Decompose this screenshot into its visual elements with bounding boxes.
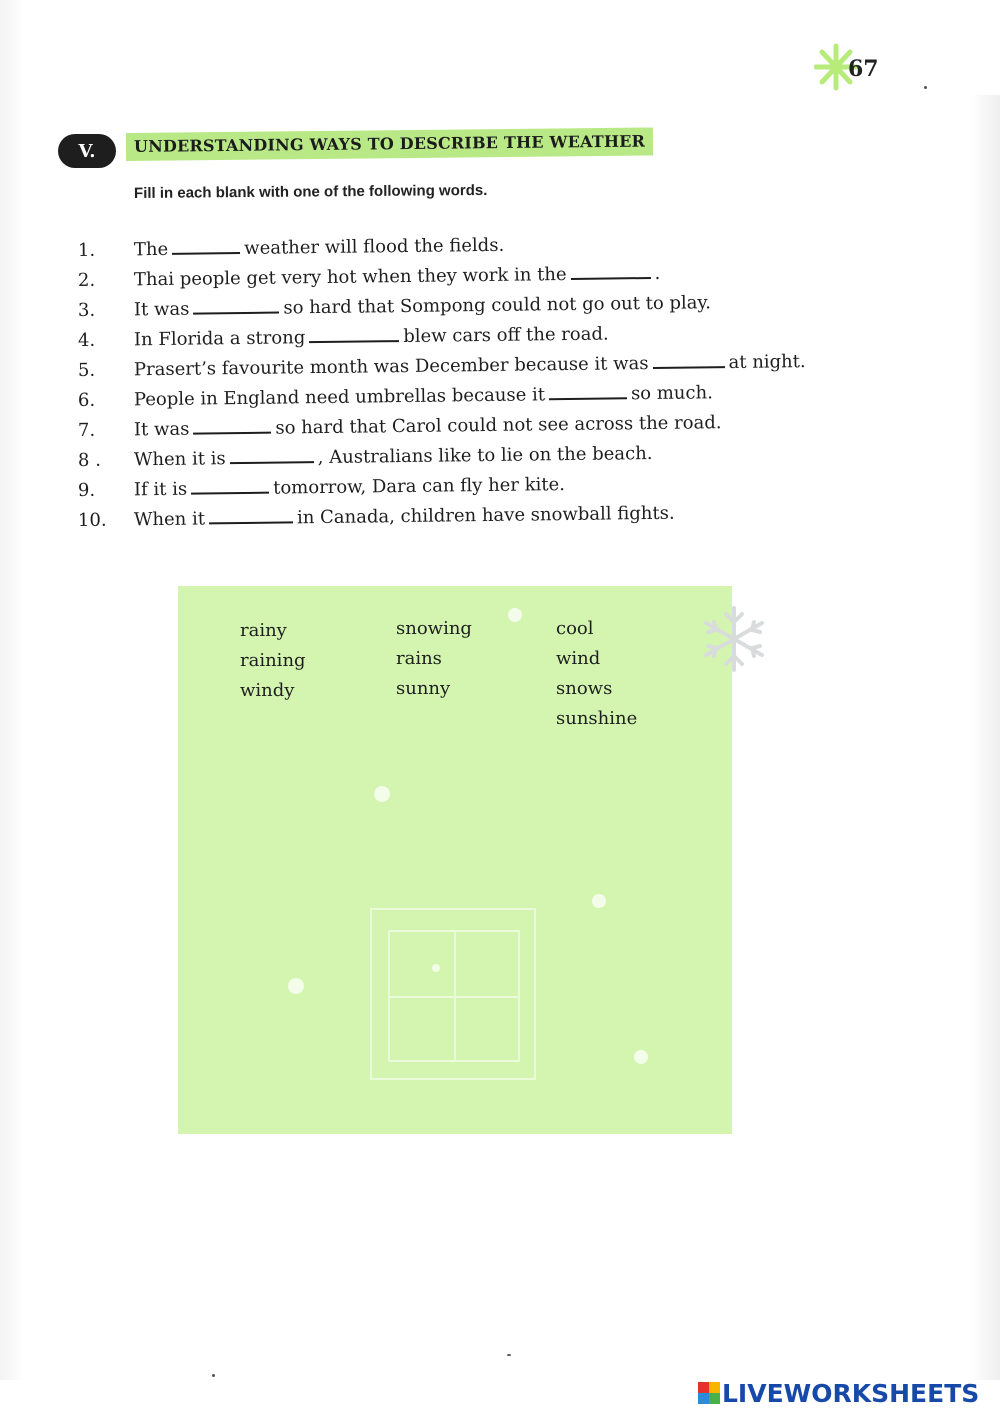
scan-edge-right [970, 95, 1000, 1380]
word-column-1 [240, 616, 306, 706]
answer-blank[interactable] [193, 431, 271, 435]
word-item: sunny [396, 678, 451, 699]
logo-grid-icon [698, 1382, 720, 1404]
answer-blank[interactable] [549, 396, 627, 400]
question-number: 9. [77, 479, 96, 501]
word-item: raining [240, 650, 306, 671]
question-number: 4. [77, 329, 96, 351]
word-item: snowing [396, 618, 472, 639]
question-text: It was so hard that Sompong could not go out to play. [133, 292, 712, 321]
snow-dot [288, 978, 304, 994]
section-title: UNDERSTANDING WAYS TO DESCRIBE THE WEATHER [126, 127, 653, 161]
answer-blank[interactable] [193, 311, 279, 315]
question-text: In Florida a strong blew cars off the road. [133, 323, 609, 351]
scan-edge-left [0, 0, 24, 1380]
word-item: snows [556, 678, 613, 699]
word-item: wind [556, 648, 601, 669]
snow-dot [508, 608, 522, 622]
question-list [77, 234, 898, 538]
word-column-2 [396, 614, 472, 704]
word-item: sunshine [556, 708, 638, 729]
word-item: windy [240, 680, 295, 701]
question-text: If it is tomorrow, Dara can fly her kite. [133, 474, 566, 501]
question-text: The weather will flood the fields. [133, 234, 505, 261]
scan-speck [507, 1354, 511, 1356]
question-number: 3. [77, 299, 96, 321]
liveworksheets-logo [698, 1378, 979, 1408]
answer-blank[interactable] [230, 460, 314, 464]
snowflake-icon [694, 604, 774, 674]
question-number: 6. [77, 389, 96, 411]
snow-dot [634, 1050, 648, 1064]
snow-dot [374, 786, 390, 802]
word-item: cool [556, 618, 594, 639]
answer-blank[interactable] [571, 276, 651, 280]
word-item: rains [396, 648, 442, 669]
question-number: 2. [77, 269, 96, 291]
question-text: When it is , Australians like to lie on the beach. [133, 442, 653, 471]
instruction-text: Fill in each blank with one of the following words. [133, 181, 488, 202]
word-bank-box [178, 586, 732, 1134]
answer-blank[interactable] [172, 251, 240, 255]
brand-name: LIVEWORKSHEETS [722, 1378, 980, 1408]
word-item: rainy [240, 620, 287, 641]
page-number: 67 [848, 56, 879, 82]
answer-blank[interactable] [653, 365, 725, 369]
scan-speck [924, 86, 927, 89]
scan-speck [212, 1374, 215, 1377]
question-number: 5. [77, 359, 96, 381]
section-badge: V. [58, 134, 116, 168]
answer-blank[interactable] [309, 339, 399, 343]
question-text: When it in Canada, children have snowball fights. [133, 502, 675, 531]
question-number: 8 . [77, 449, 102, 471]
answer-blank[interactable] [191, 491, 269, 495]
snow-dot [592, 894, 606, 908]
question-text: People in England need umbrellas because it so much. [133, 382, 713, 411]
question-text: Prasert’s favourite month was December because it was at night. [133, 351, 806, 381]
window-illustration [370, 908, 536, 1080]
question-text: Thai people get very hot when they work in the . [133, 262, 661, 291]
answer-blank[interactable] [209, 520, 293, 524]
word-column-3 [556, 614, 637, 734]
question-text: It was so hard that Carol could not see across the road. [133, 412, 722, 441]
question-number: 7. [77, 419, 96, 441]
question-number: 1. [77, 239, 96, 261]
snow-dot [432, 964, 440, 972]
question-number: 10. [77, 509, 107, 531]
